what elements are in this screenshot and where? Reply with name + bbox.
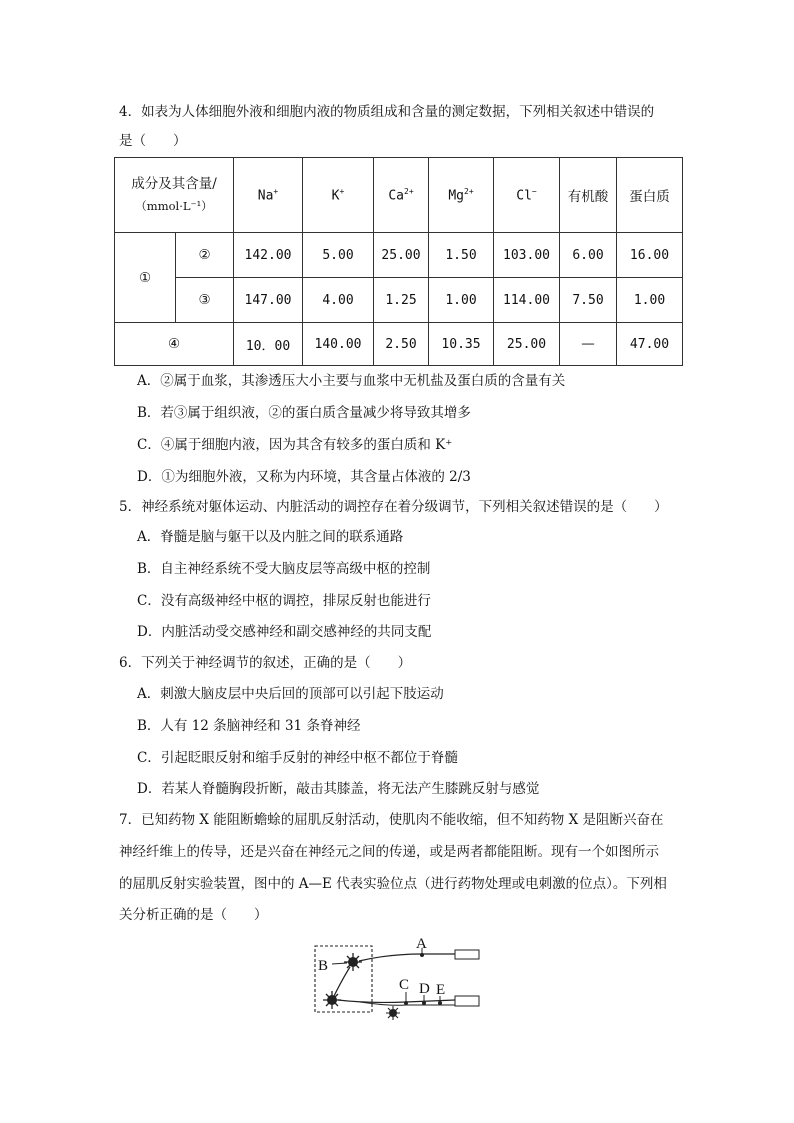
row-label-2: ② xyxy=(176,233,234,278)
table-cell: 10．00 xyxy=(234,323,303,366)
row-label-4: ④ xyxy=(115,323,234,366)
point-d xyxy=(422,1001,426,1005)
effector-muscle xyxy=(455,996,479,1006)
point-c xyxy=(404,1001,408,1005)
row-label-3: ③ xyxy=(176,278,234,323)
label-b: B xyxy=(318,958,329,974)
label-a: A xyxy=(416,936,427,952)
q7-stem-line2: 神经纤维上的传导，还是兴奋在神经元之间的传递，或是两者都能阻断。现有一个如图所示 xyxy=(119,844,659,860)
composition-table xyxy=(114,157,683,366)
table-cell: 142.00 xyxy=(234,233,303,278)
col-header-protein: 蛋白质 xyxy=(617,158,683,233)
point-e xyxy=(438,1001,442,1005)
table-cell: 6.00 xyxy=(560,233,617,278)
table-row xyxy=(115,323,683,366)
q5-option-c: C．没有高级神经中枢的调控，排尿反射也能进行 xyxy=(137,593,431,609)
table-cell: 7.50 xyxy=(560,278,617,323)
reflex-arc-figure xyxy=(310,936,490,1028)
table-header-line1: 成分及其含量/ xyxy=(131,176,217,192)
table-cell: 140.00 xyxy=(303,323,374,366)
table-cell: 25.00 xyxy=(494,323,560,366)
table-header-unit: （mmol·L⁻¹） xyxy=(135,199,213,213)
q6-stem: 6．下列关于神经调节的叙述，正确的是（ ） xyxy=(119,655,412,671)
col-header-k: K+ xyxy=(303,158,374,233)
q6-option-a: A．刺激大脑皮层中央后回的顶部可以引起下肢运动 xyxy=(137,686,444,702)
table-cell: 25.00 xyxy=(374,233,429,278)
table-header-row xyxy=(115,158,683,233)
table-cell: 1.00 xyxy=(617,278,683,323)
label-c: C xyxy=(399,977,410,993)
table-cell: 1.00 xyxy=(429,278,494,323)
q6-option-c: C．引起眨眼反射和缩手反射的神经中枢不都位于脊髓 xyxy=(137,750,458,766)
q4-stem-line2: 是（ ） xyxy=(119,133,187,149)
q4-stem-line1: 4．如表为人体细胞外液和细胞内液的物质组成和含量的测定数据，下列相关叙述中错误的 xyxy=(119,104,655,120)
table-row xyxy=(115,278,683,323)
lower-nerve-fiber xyxy=(338,1000,455,1002)
q7-stem-line3: 的屈肌反射实验装置，图中的 A—E 代表实验位点（进行药物处理或电刺激的位点）。下列相 xyxy=(119,876,667,892)
q4-option-c: C．④属于细胞内液，因为其含有较多的蛋白质和 K⁺ xyxy=(137,437,453,453)
q6-option-d: D．若某人脊髓胸段折断，敲击其膝盖，将无法产生膝跳反射与感觉 xyxy=(137,781,540,797)
q4-option-b: B．若③属于组织液，②的蛋白质含量减少将导致其增多 xyxy=(137,405,471,421)
table-cell: — xyxy=(560,323,617,366)
col-header-na: Na+ xyxy=(234,158,303,233)
table-cell: 114.00 xyxy=(494,278,560,323)
table-cell: 103.00 xyxy=(494,233,560,278)
q4-option-d: D．①为细胞外液，又称为内环境，其含量占体液的 2/3 xyxy=(137,469,471,485)
label-e: E xyxy=(436,982,446,998)
point-a xyxy=(420,953,424,957)
table-cell: 4.00 xyxy=(303,278,374,323)
table-cell: 147.00 xyxy=(234,278,303,323)
table-cell: 5.00 xyxy=(303,233,374,278)
table-cell: 16.00 xyxy=(617,233,683,278)
q5-stem: 5．神经系统对躯体运动、内脏活动的调控存在着分级调节，下列相关叙述错误的是（ ） xyxy=(119,499,668,515)
q5-option-b: B．自主神经系统不受大脑皮层等高级中枢的控制 xyxy=(137,561,431,577)
table-cell: 1.50 xyxy=(429,233,494,278)
q4-option-a: A．②属于血浆，其渗透压大小主要与血浆中无机盐及蛋白质的含量有关 xyxy=(137,373,566,389)
q6-option-b: B．人有 12 条脑神经和 31 条脊神经 xyxy=(137,718,361,734)
table-cell: 1.25 xyxy=(374,278,429,323)
table-row xyxy=(115,233,683,278)
upper-neuron-body xyxy=(344,953,362,971)
q5-option-a: A．脊髓是脑与躯干以及内脏之间的联系通路 xyxy=(137,529,404,545)
q7-stem-line4: 关分析正确的是（ ） xyxy=(119,907,268,923)
interneuron-fiber xyxy=(334,967,350,996)
upper-receptor xyxy=(455,950,479,959)
col-header-ca: $Ca^{2+}$ xyxy=(374,158,429,233)
table-cell: 10.35 xyxy=(429,323,494,366)
col-header-cl: Cl− xyxy=(494,158,560,233)
table-cell: 2.50 xyxy=(374,323,429,366)
group-label-1: ① xyxy=(115,233,176,323)
table-cell: 47.00 xyxy=(617,323,683,366)
label-d: D xyxy=(419,981,430,997)
col-header-organic-acid: 有机酸 xyxy=(560,158,617,233)
small-neuron-body xyxy=(386,1006,400,1020)
q7-stem-line1: 7．已知药物 X 能阻断蟾蜍的屈肌反射活动，使肌肉不能收缩，但不知药物 X 是阻断兴奋在 xyxy=(119,812,664,828)
q5-option-d: D．内脏活动受交感神经和副交感神经的共同支配 xyxy=(137,624,432,640)
upper-nerve-fiber xyxy=(359,954,455,961)
b-pointer-line xyxy=(332,963,347,964)
table-header-cell xyxy=(115,158,234,233)
col-header-mg: $Mg^{2+}$ xyxy=(429,158,494,233)
